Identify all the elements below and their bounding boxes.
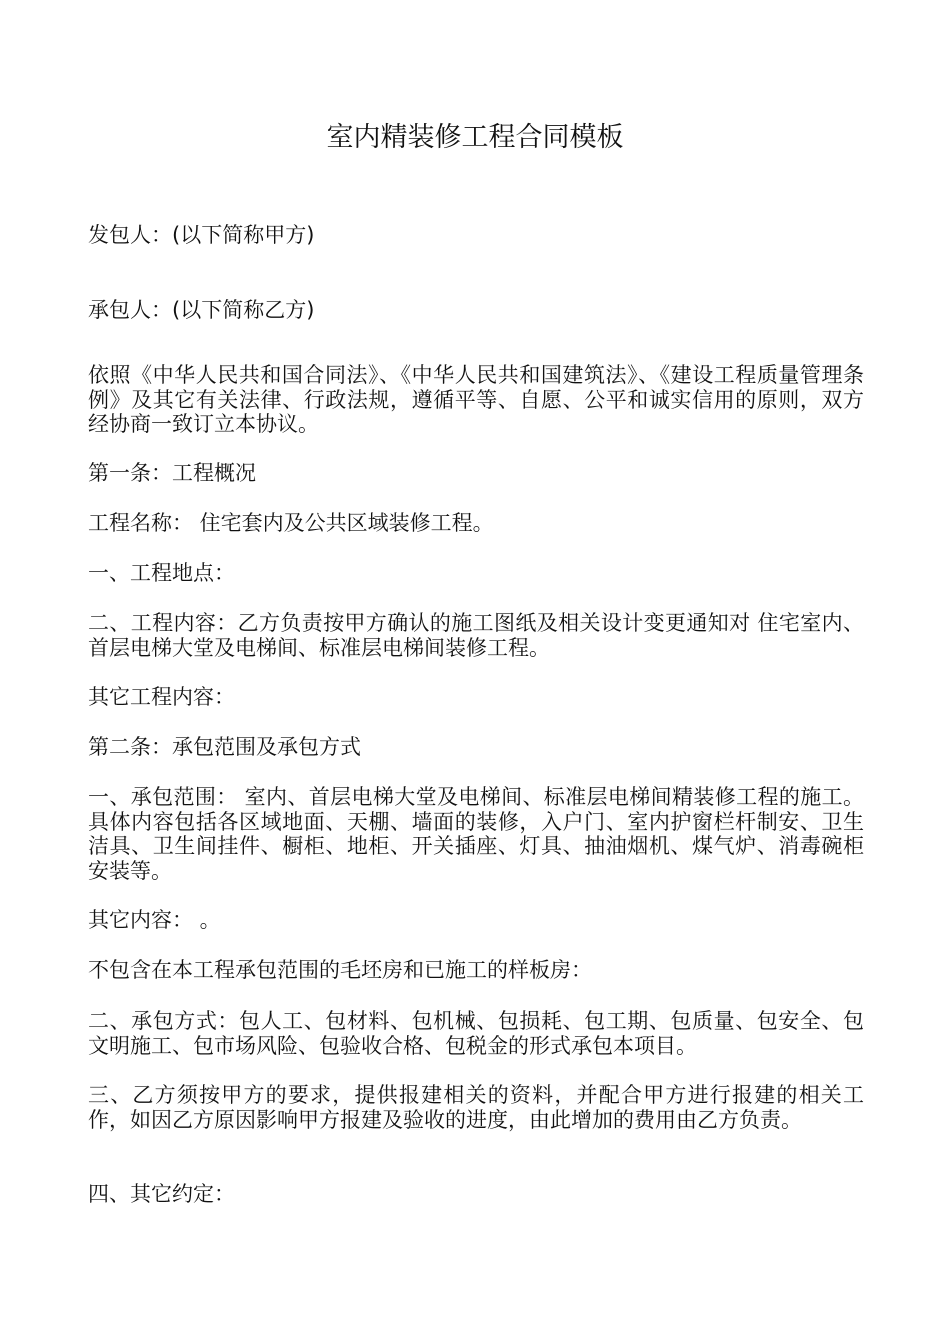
project-content-paragraph: 二、工程内容：乙方负责按甲方确认的施工图纸及相关设计变更通知对 住宅室内、首层电梯大堂及电梯间、标准层电梯间装修工程。 <box>88 611 864 660</box>
project-location-line: 一、工程地点： <box>88 561 235 585</box>
permit-paragraph: 三、乙方须按甲方的要求，提供报建相关的资料，并配合甲方进行报建的相关工作，如因乙方原因影响甲方报建及验收的进度，由此增加的费用由乙方负责。 <box>88 1083 864 1132</box>
party-a-line: 发包人：(以下简称甲方) <box>88 223 315 247</box>
excluded-scope-line: 不包含在本工程承包范围的毛坯房和已施工的样板房： <box>88 958 592 982</box>
preamble-paragraph: 依照《中华人民共和国合同法》、《中华人民共和国建筑法》、《建设工程质量管理条例》及其它有关法律、行政法规，遵循平等、自愿、公平和诚实信用的原则，双方经协商一致订立本协议。 <box>88 363 864 436</box>
project-name-line: 工程名称： 住宅套内及公共区域装修工程。 <box>88 511 494 535</box>
document-title: 室内精装修工程合同模板 <box>326 122 624 153</box>
party-b-line: 承包人：(以下简称乙方) <box>88 298 315 322</box>
other-agreements-line: 四、其它约定： <box>88 1182 235 1206</box>
contract-method-paragraph: 二、承包方式：包人工、包材料、包机械、包损耗、包工期、包质量、包安全、包文明施工、包市场风险、包验收合格、包税金的形式承包本项目。 <box>88 1009 864 1058</box>
other-content-line: 其它工程内容： <box>88 685 235 709</box>
article-2-heading: 第二条：承包范围及承包方式 <box>88 735 361 759</box>
other-items-line: 其它内容： 。 <box>88 908 221 932</box>
article-1-heading: 第一条：工程概况 <box>88 461 256 485</box>
scope-paragraph: 一、承包范围： 室内、首层电梯大堂及电梯间、标准层电梯间精装修工程的施工。具体内容包括各区域地面、天棚、墙面的装修，入户门、室内护窗栏杆制安、卫生洁具、卫生间挂件、橱柜、地柜、开关插座、灯具、抽油烟机、煤气炉、消毒碗柜安装等。 <box>88 785 864 883</box>
